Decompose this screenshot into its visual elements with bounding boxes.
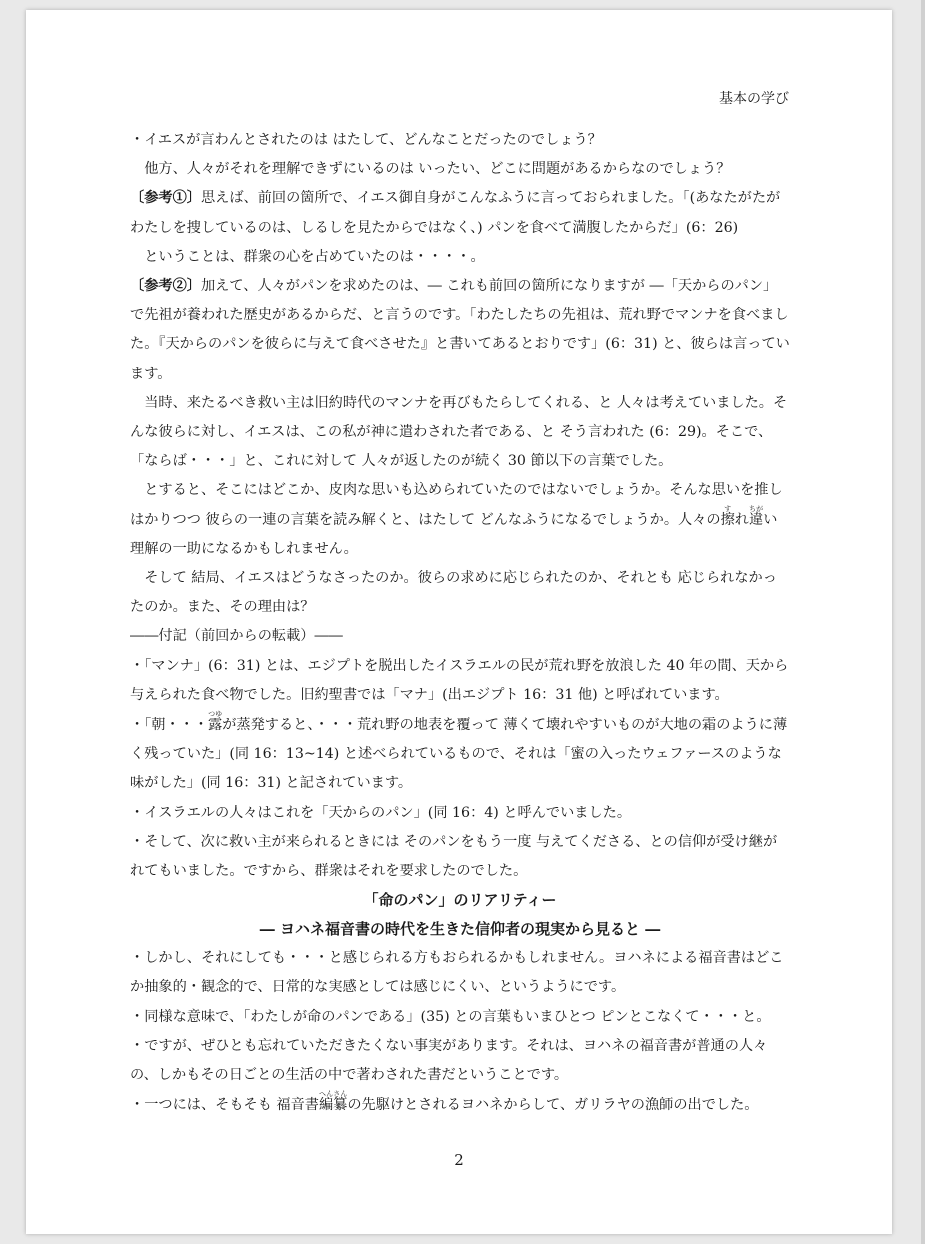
reference-label: 〔参考②〕	[130, 278, 201, 295]
paragraph: ・「朝・・・露つゆが蒸発すると、・・・荒れ野の地表を覆って 薄くて壊れやすいものが大地の霜のように薄く残っていた」(同 16：13~14) と述べられているもので、それは「蜜の入ったウェファースのような味がした」(同 16：31) と記されています。	[130, 710, 788, 792]
paragraph: ということは、群衆の心を占めていたのは・・・・。	[144, 248, 485, 265]
paragraph: ・イエスが言わんとされたのは はたして、どんなことだったのでしょう？	[130, 132, 602, 148]
ruby-annotation: 擦す	[720, 504, 735, 528]
page-number: 2	[454, 1151, 464, 1169]
document-page	[26, 10, 892, 1234]
paragraph: ・ですが、ぜひとも忘れていただきたくない事実があります。それは、ヨハネの福音書が普通の人々の、しかもその日ごとの生活の中で著わされた書だということです。	[130, 1037, 768, 1084]
paragraph: 当時、来たるべき救い主は旧約時代のマンナを再びもたらしてくれる、と 人々は考えていました。そんな彼らに対し、イエスは、この私が神に遣わされた者である、と そう言われた (6：29)。そこで、「ならば・・・」と、これに対して 人々が返したのが続く 30 節以下の言葉でした。	[130, 394, 788, 470]
scrollbar[interactable]	[921, 0, 925, 1244]
paragraph-text: 思えば、前回の箇所で、イエス御自身がこんなふうに言っておられました。「(あなたがたがわたしを捜しているのは、しるしを見たからではなく、) パンを食べて満腹したからだ」(6：26)	[130, 190, 781, 236]
paragraph: 他方、人々がそれを理解できずにいるのは いったい、どこに問題があるからなのでしょう？	[144, 161, 731, 178]
paragraph: ・イスラエルの人々はこれを「天からのパン」(同 16：4) と呼んでいました。	[130, 804, 632, 821]
paragraph-text: 加えて、人々がパンを求めたのは、― これも前回の箇所になりますが ―「天からのパン」で先祖が養われた歴史があるからだ、と言うのです。「わたしたちの先祖は、荒れ野でマンナを食べました。『天からのパンを彼らに与えて食べさせた』と書いてあるとおりです」(6：31) と、彼らは言っています。	[130, 278, 790, 382]
ruby-annotation: 編纂へんさん	[318, 1090, 348, 1114]
reference-label: 〔参考①〕	[130, 190, 201, 207]
appendix-title: ――付記（前回からの転載）――	[130, 628, 343, 645]
paragraph: とすると、そこにはどこか、皮肉な思いも込められていたのではないでしょうか。そんな思いを推しはかりつつ 彼らの一連の言葉を読み解くと、はたして どんなふうになるでしょうか。人々の擦すれ違ちがい理解の一助になるかもしれません。	[130, 482, 783, 557]
paragraph: ・同様な意味で、「わたしが命のパンである」(35) との言葉もいまひとつ ピンとこなくて・・・と。	[130, 1008, 771, 1025]
paragraph	[130, 272, 790, 389]
running-header: 基本の学び	[719, 91, 789, 107]
paragraph: ・しかし、それにしても・・・と感じられる方もおられるかもしれません。ヨハネによる福音書はどこか抽象的・観念的で、日常的な実感としては感じにくい、というようにです。	[130, 950, 784, 996]
section-heading: 「命のパン」のリアリティー	[363, 891, 557, 910]
paragraph: ・そして、次に救い主が来られるときには そのパンをもう一度 与えてくださる、との信仰が受け継がれてもいました。ですから、群衆はそれを要求したのでした。	[130, 833, 778, 880]
paragraph-text: とすると、そこにはどこか、皮肉な思いも込められていたのではないでしょうか。そんな思いを推しはかりつつ 彼らの一連の言葉を読み解くと、はたして どんなふうになるでしょうか。人々の	[130, 482, 783, 528]
ruby-annotation: 露つゆ	[208, 710, 223, 734]
paragraph: そして 結局、イエスはどうなさったのか。彼らの求めに応じられたのか、それとも 応じられなかったのか。また、その理由は？	[130, 570, 777, 616]
paragraph: ・「マンナ」(6：31) とは、エジプトを脱出したイスラエルの民が荒れ野を放浪した 40 年の間、天から与えられた食べ物でした。旧約聖書では「マナ」(出エジプト 16：31 他) と呼ばれています。	[130, 657, 789, 703]
section-subheading: ― ヨハネ福音書の時代を生きた信仰者の現実から見ると ―	[259, 920, 661, 939]
ruby-annotation: 違ちが	[748, 504, 764, 528]
paragraph	[130, 184, 790, 242]
paragraph: ・一つには、そもそも 福音書編纂へんさんの先駆けとされるヨハネからして、ガリラヤの漁師の出でした。	[130, 1090, 759, 1114]
body-text	[130, 126, 790, 1121]
